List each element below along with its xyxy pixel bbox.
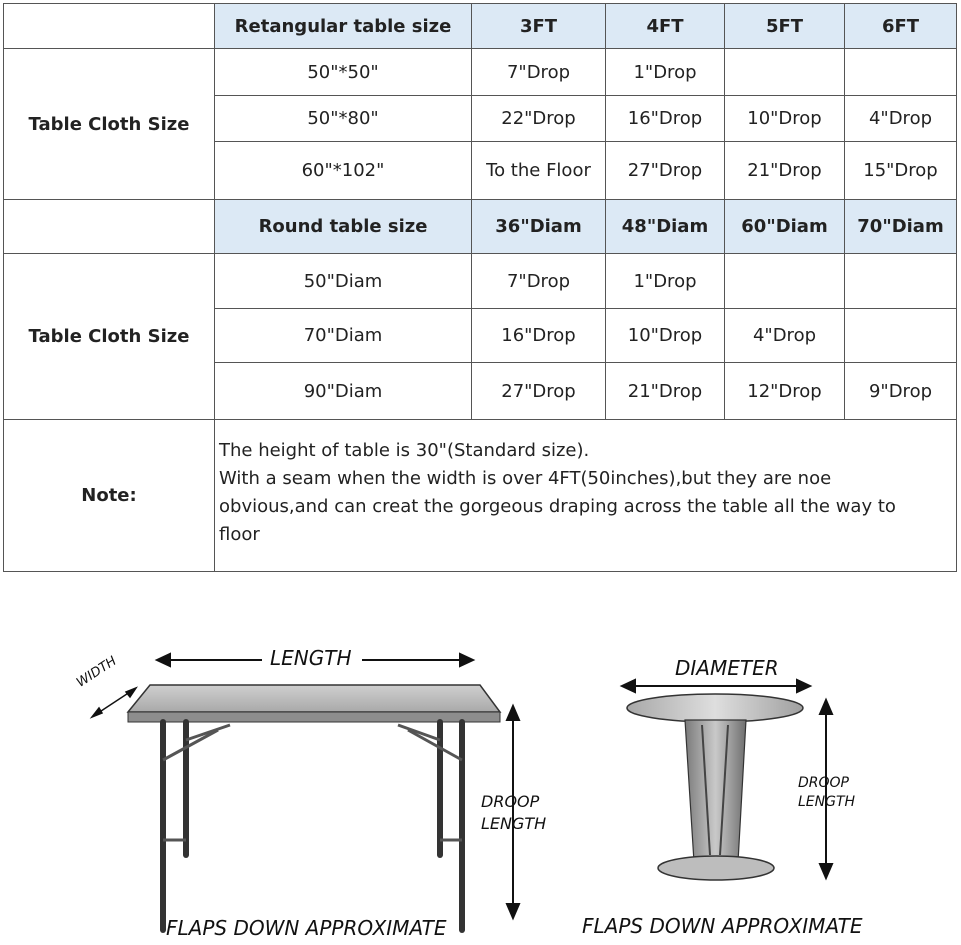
round-table-top (627, 694, 803, 722)
droop-label-line2: LENGTH (481, 814, 547, 833)
droop-label-line1: DROOP (798, 775, 849, 791)
drop-cell (725, 254, 845, 309)
rect-side-label: Table Cloth Size (4, 49, 215, 200)
blank-corner-cell (4, 4, 215, 49)
round-header-label: Round table size (215, 200, 472, 254)
drop-cell: 16"Drop (606, 96, 725, 142)
rect-header-col: 6FT (845, 4, 957, 49)
round-table-base (658, 856, 774, 880)
round-header-col: 60"Diam (725, 200, 845, 254)
drop-cell: 7"Drop (472, 254, 606, 309)
droop-length-arrow (507, 706, 519, 918)
droop-label-line2: LENGTH (798, 794, 856, 810)
round-table-stem (685, 720, 746, 862)
rectangular-table-diagram (0, 600, 560, 941)
size-cell: 50"*80" (215, 96, 472, 142)
drop-cell: 1"Drop (606, 49, 725, 96)
table-row (4, 49, 957, 96)
table-braces (163, 725, 462, 840)
rect-header-row (4, 4, 957, 49)
rect-header-col: 5FT (725, 4, 845, 49)
drop-cell (725, 49, 845, 96)
round-header-row (4, 200, 957, 254)
rect-header-col: 3FT (472, 4, 606, 49)
round-diagram-caption: FLAPS DOWN APPROXIMATE (582, 914, 863, 938)
note-line: With a seam when the width is over 4FT(50inches),but they are noe (219, 467, 832, 489)
diameter-label: DIAMETER (675, 656, 779, 680)
width-label: WIDTH (74, 653, 120, 691)
size-cell: 70"Diam (215, 309, 472, 363)
round-header-col: 70"Diam (845, 200, 957, 254)
rect-diagram-caption: FLAPS DOWN APPROXIMATE (166, 916, 447, 940)
drop-cell: 9"Drop (845, 363, 957, 420)
note-row (4, 420, 957, 572)
drop-cell (845, 254, 957, 309)
round-header-col: 48"Diam (606, 200, 725, 254)
size-cell: 90"Diam (215, 363, 472, 420)
droop-label-line1: DROOP (481, 792, 540, 811)
diameter-arrow (622, 680, 810, 692)
drop-cell: 16"Drop (472, 309, 606, 363)
drop-cell: 4"Drop (725, 309, 845, 363)
drop-cell: 22"Drop (472, 96, 606, 142)
table-top (128, 685, 500, 712)
drop-cell: 21"Drop (725, 142, 845, 200)
drop-cell: 7"Drop (472, 49, 606, 96)
drop-cell: 10"Drop (725, 96, 845, 142)
drop-cell (845, 49, 957, 96)
size-cell: 50"*50" (215, 49, 472, 96)
drop-cell: 21"Drop (606, 363, 725, 420)
drop-cell: 15"Drop (845, 142, 957, 200)
length-label: LENGTH (270, 646, 352, 670)
table-legs (163, 722, 462, 930)
drop-cell: 12"Drop (725, 363, 845, 420)
table-row (4, 254, 957, 309)
table-cloth-size-table (3, 3, 957, 572)
size-cell: 50"Diam (215, 254, 472, 309)
note-line: obvious,and can creat the gorgeous draping across the table all the way to (219, 495, 896, 517)
drop-cell: 1"Drop (606, 254, 725, 309)
round-header-col: 36"Diam (472, 200, 606, 254)
drop-cell: 27"Drop (606, 142, 725, 200)
note-text (215, 420, 957, 572)
rect-header-label: Retangular table size (215, 4, 472, 49)
rect-header-col: 4FT (606, 4, 725, 49)
size-cell: 60"*102" (215, 142, 472, 200)
note-line: The height of table is 30"(Standard size). (219, 439, 590, 461)
note-label: Note: (4, 420, 215, 572)
drop-cell (845, 309, 957, 363)
note-line: floor (219, 523, 260, 545)
round-table-drawing (560, 600, 960, 941)
drop-cell: 4"Drop (845, 96, 957, 142)
drop-cell: 10"Drop (606, 309, 725, 363)
round-table-diagram (560, 600, 960, 941)
drop-cell: To the Floor (472, 142, 606, 200)
round-side-label: Table Cloth Size (4, 254, 215, 420)
drop-cell: 27"Drop (472, 363, 606, 420)
blank-corner-cell (4, 200, 215, 254)
